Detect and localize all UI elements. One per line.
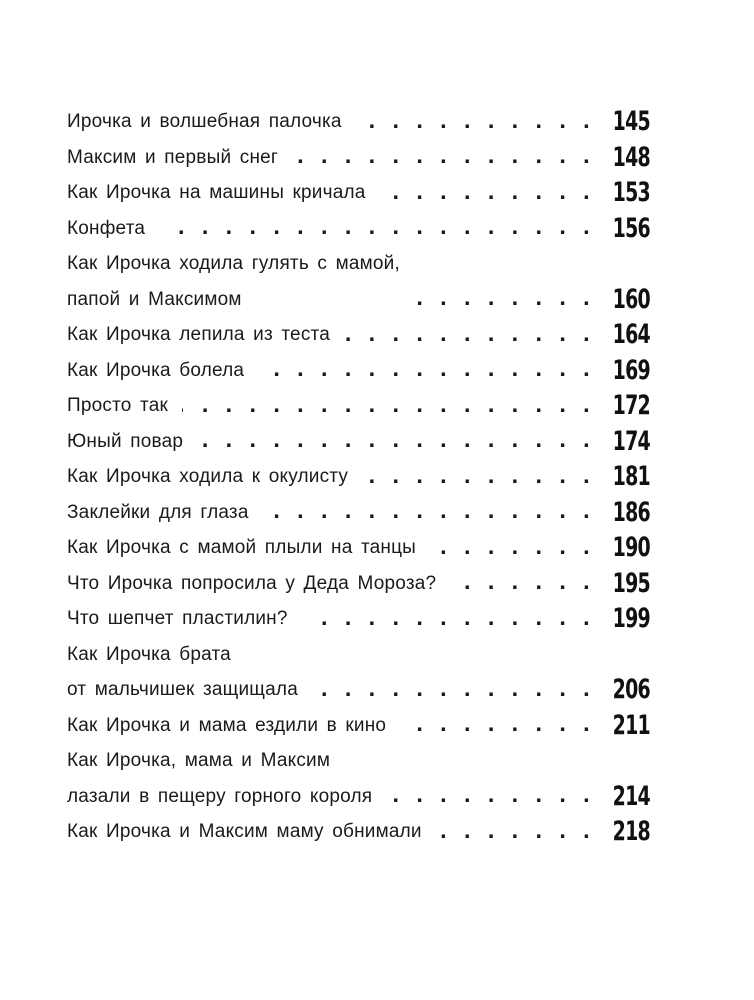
toc-entry-title bbox=[67, 814, 422, 850]
toc-entry bbox=[67, 175, 650, 211]
toc-page-number: 148 bbox=[612, 141, 650, 173]
toc-entry-title bbox=[67, 743, 372, 814]
dot-leader bbox=[159, 211, 595, 247]
toc-entry bbox=[67, 317, 650, 353]
toc-entry bbox=[67, 495, 650, 531]
toc-entry bbox=[67, 530, 650, 566]
toc-entry-title-line: Как Ирочка ходила к окулисту bbox=[67, 466, 349, 487]
toc-entry-title bbox=[67, 495, 249, 531]
dot-leader bbox=[356, 104, 595, 140]
dot-leader bbox=[292, 140, 595, 176]
toc-entry-title bbox=[67, 530, 416, 566]
toc-page-number: 153 bbox=[612, 177, 650, 208]
toc-entry-title-line: от мальчишек защищала bbox=[67, 679, 298, 700]
toc-entry-title-line: Конфета bbox=[67, 217, 146, 239]
toc-entry bbox=[67, 814, 650, 850]
toc-page-number: 174 bbox=[612, 425, 650, 457]
toc-entry bbox=[67, 601, 650, 637]
toc-entry-title bbox=[67, 140, 278, 176]
dot-leader bbox=[263, 495, 595, 531]
toc-entry-title bbox=[67, 637, 298, 708]
dot-leader bbox=[312, 672, 595, 708]
toc-page-number: 211 bbox=[612, 709, 650, 741]
dot-leader bbox=[414, 282, 595, 318]
toc-page-number: 214 bbox=[612, 780, 650, 812]
toc-entry-title bbox=[67, 353, 244, 389]
toc-entry bbox=[67, 743, 650, 814]
toc-entry-title-line: Что шепчет пластилин? bbox=[67, 608, 288, 629]
toc-page-number: 164 bbox=[612, 319, 650, 350]
toc-entry-title bbox=[67, 211, 145, 247]
toc-entry-title-line: Просто так bbox=[67, 395, 168, 416]
toc-entry-title bbox=[67, 708, 386, 744]
toc-entry-title-line: Как Ирочка болела bbox=[67, 359, 245, 381]
toc-entry-title bbox=[67, 104, 342, 140]
dot-leader bbox=[362, 459, 595, 495]
toc-entry bbox=[67, 637, 650, 708]
toc-entry-title-line: Как Ирочка лепила из теста bbox=[67, 324, 330, 345]
toc-entry-title-line: Заклейки для глаза bbox=[67, 501, 249, 523]
toc-entry-title-line: Как Ирочка, мама и Максим bbox=[67, 750, 331, 771]
toc-entry-title-line: Максим и первый снег bbox=[67, 146, 279, 168]
toc-entry bbox=[67, 353, 650, 389]
dot-leader bbox=[302, 601, 595, 637]
toc-page-number: 195 bbox=[612, 567, 650, 599]
toc-page-number: 190 bbox=[612, 532, 650, 563]
toc-entry bbox=[67, 424, 650, 460]
toc-page-number: 199 bbox=[612, 603, 650, 634]
dot-leader bbox=[436, 814, 595, 850]
toc-entry-title-line: Как Ирочка брата bbox=[67, 643, 231, 665]
toc-entry-title-line: лазали в пещеру горного короля bbox=[67, 785, 373, 807]
toc-entry-title bbox=[67, 601, 288, 637]
dot-leader bbox=[430, 530, 595, 566]
toc-page-number: 172 bbox=[612, 390, 650, 421]
dot-leader bbox=[386, 779, 595, 815]
toc-entry bbox=[67, 140, 650, 176]
toc-entry bbox=[67, 388, 650, 424]
toc-entry-title bbox=[67, 317, 330, 353]
dot-leader bbox=[400, 708, 595, 744]
toc-entry-title-line: Юный повар bbox=[67, 430, 184, 452]
toc-entry-title bbox=[67, 175, 366, 211]
toc-entry-title-line: Как Ирочка на машины кричала bbox=[67, 182, 366, 203]
toc-page-number: 160 bbox=[612, 283, 650, 315]
toc-entry-title-line: папой и Максимом bbox=[67, 288, 242, 310]
table-of-contents bbox=[67, 104, 650, 850]
dot-leader bbox=[182, 388, 595, 424]
dot-leader bbox=[197, 424, 595, 460]
toc-entry-title bbox=[67, 246, 400, 317]
toc-entry bbox=[67, 708, 650, 744]
toc-entry-title-line: Что Ирочка попросила у Деда Мороза? bbox=[67, 572, 437, 594]
dot-leader bbox=[380, 175, 595, 211]
toc-entry-title bbox=[67, 459, 348, 495]
toc-page-number: 218 bbox=[612, 816, 650, 847]
toc-entry bbox=[67, 566, 650, 602]
dot-leader bbox=[450, 566, 595, 602]
toc-page-number: 156 bbox=[612, 212, 650, 244]
toc-entry-title-line: Как Ирочка и мама ездили в кино bbox=[67, 714, 387, 736]
toc-entry-title bbox=[67, 424, 183, 460]
dot-leader bbox=[258, 353, 595, 389]
toc-entry-title-line: Ирочка и волшебная палочка bbox=[67, 111, 342, 132]
dot-leader bbox=[344, 317, 595, 353]
toc-entry-title bbox=[67, 388, 168, 424]
toc-page-number: 169 bbox=[612, 354, 650, 386]
toc-entry bbox=[67, 104, 650, 140]
toc-entry-title-line: Как Ирочка и Максим маму обнимали bbox=[67, 821, 422, 842]
toc-entry-title bbox=[67, 566, 436, 602]
toc-page-number: 206 bbox=[612, 674, 650, 705]
toc-entry bbox=[67, 459, 650, 495]
toc-entry bbox=[67, 246, 650, 317]
toc-entry-title-line: Как Ирочка с мамой плыли на танцы bbox=[67, 537, 417, 558]
toc-page-number: 181 bbox=[612, 461, 650, 492]
toc-entry-title-line: Как Ирочка ходила гулять с мамой, bbox=[67, 253, 400, 274]
toc-page-number: 145 bbox=[612, 106, 650, 137]
toc-entry bbox=[67, 211, 650, 247]
toc-page-number: 186 bbox=[612, 496, 650, 528]
